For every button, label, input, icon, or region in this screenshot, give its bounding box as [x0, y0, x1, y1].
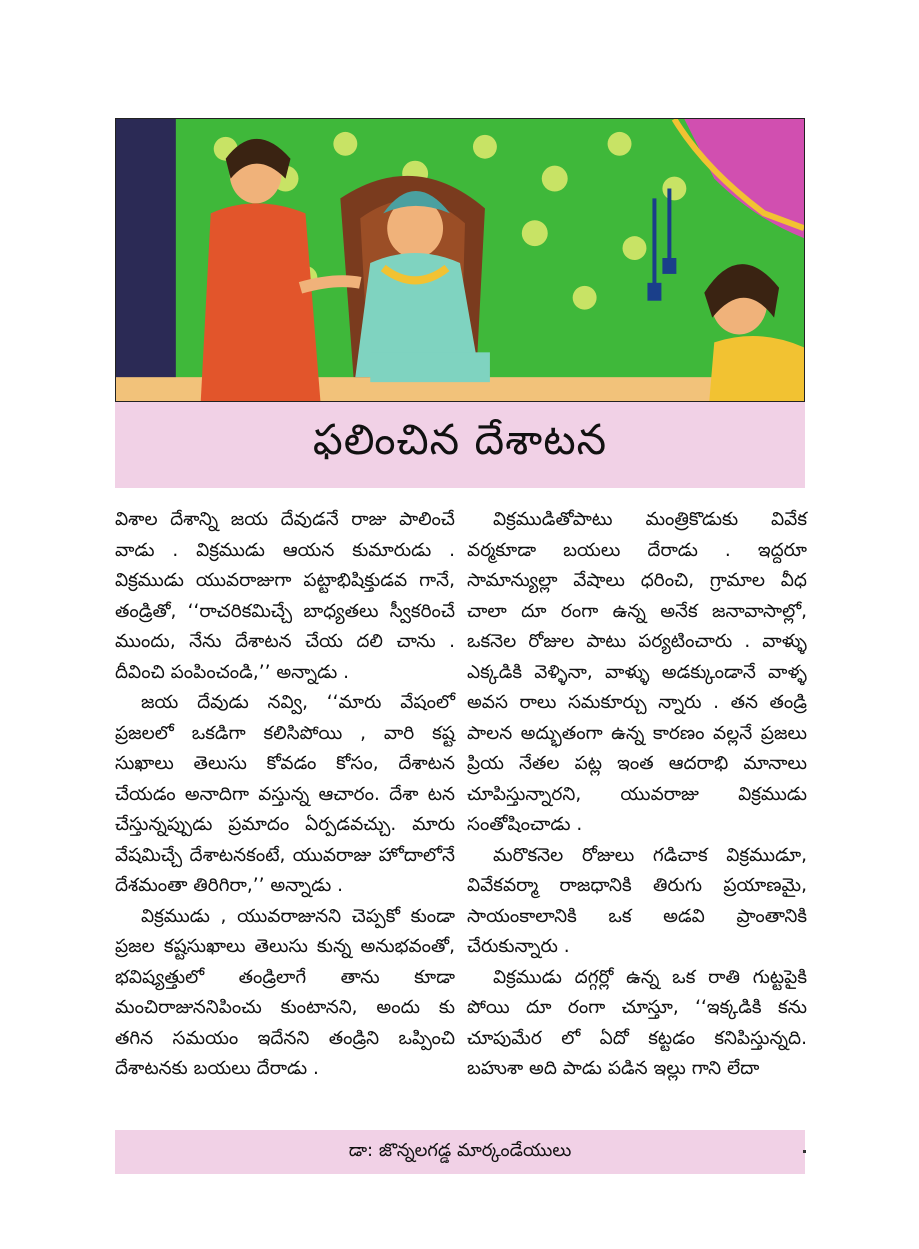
author-byline: డా: జొన్నలగడ్డ మార్కండేయులు	[348, 1139, 572, 1161]
left-column	[115, 505, 455, 1085]
paragraph: జయ దేవుడు నవ్వి, ‘‘మారు వేషంలో ప్రజలలో ఒకడిగా కలిసిపోయి , వారి కష్ట సుఖాలు తెలుసు కోవడం కోసం, దేశాటన చేయడం అనాదిగా వస్తున్న ఆచారం. దేశా టన చేస్తున్నప్పుడు ప్రమాదం ఏర్పడవచ్చు. మారు వేషమిచ్చే దేశాటనకంటే, యువరాజు హోదాలోనే దేశమంతా తిరిగిరా,’’ అన్నాడు .	[115, 692, 455, 896]
illustration-drawing	[116, 119, 804, 401]
paragraph: విక్రముడు , యువరాజునని చెప్పకో కుండా ప్రజల కష్టసుఖాలు తెలుసు కున్న అనుభవంతో, భవిష్యత్తులో తండ్రిలాగే తాను కూడా మంచిరాజుననిపించు కుంటానని, అందు కు తగిన సమయం ఇదేనని తండ్రిని ఒప్పించి దేశాటనకు బయలు దేరాడు .	[115, 905, 455, 1079]
paragraph: విక్రముడితోపాటు మంత్రికొడుకు వివేక వర్మకూడా బయలు దేరాడు . ఇద్దరూ సామాన్యుల్లా వేషాలు ధరించి, గ్రామాల వీధ చాలా దూ రంగా ఉన్న అనేక జనావాసాల్లో, ఒకనెల రోజుల పాటు పర్యటించారు . వాళ్ళు ఎక్కడికి వెళ్ళినా, వాళ్ళు అడక్కుండానే వాళ్ళ అవస రాలు సమకూర్చు న్నారు . తన తండ్రి పాలన అద్భుతంగా ఉన్న కారణం వల్లనే ప్రజలు ప్రియ నేతల పట్ల ఇంత ఆదరాభి మానాలు చూపిస్తున్నారని, యువరాజు విక్రముడు సంతోషించాడు .	[467, 509, 807, 835]
page-dot	[803, 1150, 806, 1153]
paragraph: విశాల దేశాన్ని జయ దేవుడనే రాజు పాలించే వాడు . విక్రముడు ఆయన కుమారుడు . విక్రముడు యువరాజుగా పట్టాభిషిక్తుడవ గానే, తండ్రితో, ‘‘రాచరికమిచ్చే బాధ్యతలు స్వీకరించే ముందు, నేను దేశాటన చేయ దలి చాను . దీవించి పంపించండి,’’ అన్నాడు .	[115, 509, 455, 683]
article-title: ఫలించిన దేశాటన	[312, 415, 608, 464]
right-column	[467, 505, 807, 1085]
title-band	[115, 402, 805, 488]
paragraph: విక్రముడు దగ్గర్లో ఉన్న ఒక రాతి గుట్టపైకి పోయి దూ రంగా చూస్తూ, ‘‘ఇక్కడికి కను చూపుమేర లో ఏదో కట్టడం కనిపిస్తున్నది. బహుశా అది పాడు పడిన ఇల్లు గాని లేదా	[467, 966, 807, 1079]
byline-band	[115, 1130, 805, 1174]
paragraph: మరొకనెల రోజులు గడిచాక విక్రముడూ, వివేకవర్మా రాజధానికి తిరుగు ప్రయాణమై, సాయంకాలానికి ఒక అడవి ప్రాంతానికి చేరుకున్నారు .	[467, 844, 807, 957]
story-illustration	[115, 118, 805, 402]
